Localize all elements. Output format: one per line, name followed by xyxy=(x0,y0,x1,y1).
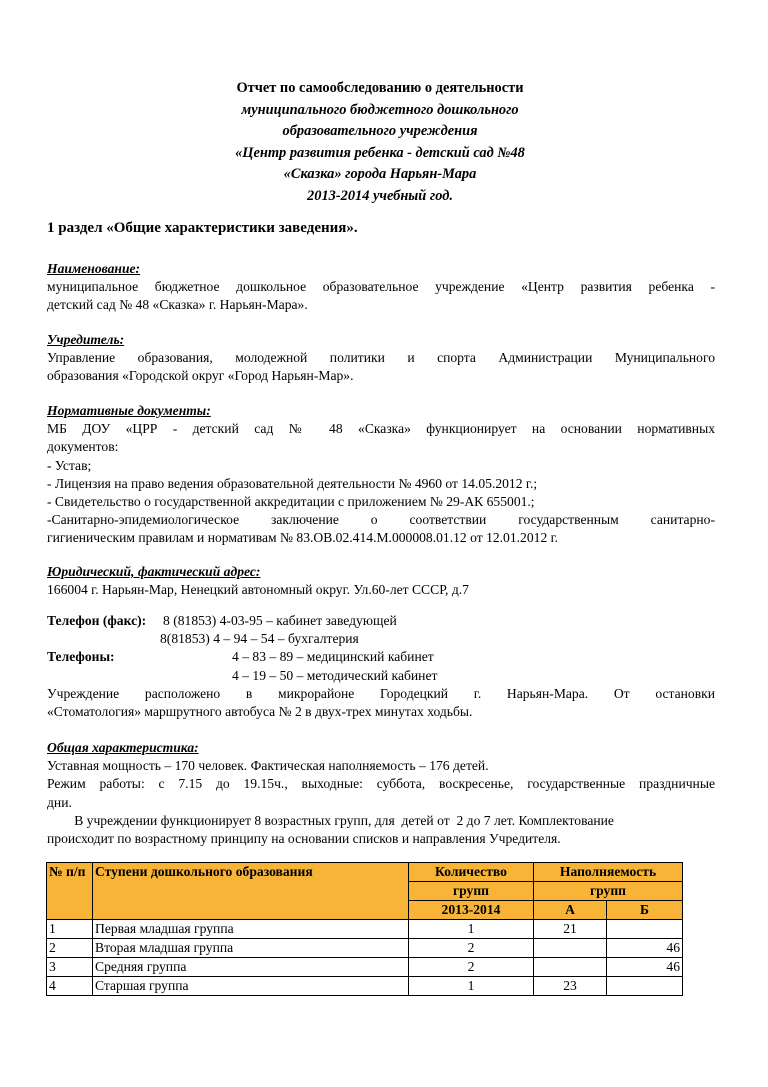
table-header-row xyxy=(47,863,683,882)
row-num: 3 xyxy=(47,958,93,977)
medical-phone: 4 – 83 – 89 – медицинский кабинет xyxy=(232,649,434,665)
header-year: 2013-2014 xyxy=(409,901,534,920)
row-name: Первая младшая группа xyxy=(93,920,409,939)
header-b: Б xyxy=(607,901,683,920)
title-line: «Центр развития ребенка - детский сад №48 xyxy=(235,144,525,161)
name-line: муниципальное бюджетное дошкольное образовательное учреждение «Центр развития ребенка - xyxy=(47,279,715,295)
row-name: Средняя группа xyxy=(93,958,409,977)
location-line: «Стоматология» маршрутного автобуса № 2 в двух-трех минутах ходьбы. xyxy=(47,704,473,720)
row-count: 1 xyxy=(409,977,534,996)
founder-heading: Учредитель: xyxy=(47,332,125,347)
location-line: Учреждение расположено в микрорайоне Городецкий г. Нарьян-Мара. От остановки xyxy=(47,686,715,701)
general-line: происходит по возрастному принципу на основании списков и направления Учредителя. xyxy=(47,831,561,847)
header-fill: Наполняемость xyxy=(534,863,683,882)
address-heading: Юридический, фактический адрес: xyxy=(47,564,261,579)
norms-line: МБ ДОУ «ЦРР - детский сад № 48 «Сказка» функционирует на основании нормативных xyxy=(47,421,715,437)
table-row xyxy=(47,920,683,939)
report-title xyxy=(160,78,600,208)
row-b: 46 xyxy=(607,958,683,977)
phones-block xyxy=(47,612,727,685)
row-name: Вторая младшая группа xyxy=(93,939,409,958)
header-count-sub: групп xyxy=(409,882,534,901)
row-a: 23 xyxy=(534,977,607,996)
methodical-phone: 4 – 19 – 50 – методический кабинет xyxy=(232,667,438,683)
row-count: 1 xyxy=(409,920,534,939)
header-num: № п/п xyxy=(47,863,93,920)
row-b: 46 xyxy=(607,939,683,958)
general-heading: Общая характеристика: xyxy=(47,740,199,755)
fax-value: 8 (81853) 4-03-95 – кабинет заведующей xyxy=(163,613,397,628)
row-count: 2 xyxy=(409,939,534,958)
general-block xyxy=(47,739,715,848)
norms-line: документов: xyxy=(47,439,119,455)
general-line: дни. xyxy=(47,794,72,810)
address-line: 166004 г. Нарьян-Мар, Ненецкий автономный округ. Ул.60-лет СССР, д.7 xyxy=(47,582,469,598)
norms-line: - Свидетельство о государственной аккредитации с приложением № 29-АК 655001.; xyxy=(47,494,535,510)
header-fill-sub: групп xyxy=(534,882,683,901)
row-num: 2 xyxy=(47,939,93,958)
section-heading: 1 раздел «Общие характеристики заведения». xyxy=(47,220,358,236)
row-a xyxy=(534,939,607,958)
founder-block xyxy=(47,331,715,386)
norms-line: гигиеническим правилам и нормативам № 83.ОВ.02.414.М.000008.01.12 от 12.01.2012 г. xyxy=(47,530,559,546)
row-num: 1 xyxy=(47,920,93,939)
table-row xyxy=(47,939,683,958)
row-num: 4 xyxy=(47,977,93,996)
header-a: А xyxy=(534,901,607,920)
norms-block xyxy=(47,402,715,548)
title-line: муниципального бюджетного дошкольного xyxy=(241,101,519,118)
row-name: Старшая группа xyxy=(93,977,409,996)
name-line: детский сад № 48 «Сказка» г. Нарьян-Мара». xyxy=(47,297,308,313)
groups-table xyxy=(46,862,683,996)
name-block xyxy=(47,260,715,315)
general-line: Режим работы: с 7.15 до 19.15ч., выходные: суббота, воскресенье, государственные праздничные xyxy=(47,776,715,792)
header-count: Количество xyxy=(409,863,534,882)
title-line: «Сказка» города Нарьян-Мара xyxy=(283,166,477,183)
general-line: В учреждении функционирует 8 возрастных групп, для детей от 2 до 7 лет. Комплектование xyxy=(47,812,614,828)
founder-line: Управление образования, молодежной политики и спорта Администрации Муниципального xyxy=(47,350,715,366)
title-line: Отчет по самообследованию о деятельности xyxy=(236,80,524,96)
phones-label: Телефоны: xyxy=(47,649,115,665)
row-a: 21 xyxy=(534,920,607,939)
row-count: 2 xyxy=(409,958,534,977)
location-block xyxy=(47,685,715,721)
norms-line: -Санитарно-эпидемиологическое заключение о соответствии государственным санитарно- xyxy=(47,512,715,528)
norms-line: - Устав; xyxy=(47,457,92,473)
header-level: Ступени дошкольного образования xyxy=(93,863,409,920)
row-a xyxy=(534,958,607,977)
row-b xyxy=(607,977,683,996)
title-line: 2013-2014 учебный год. xyxy=(307,187,453,204)
accounting-phone: 8(81853) 4 – 94 – 54 – бухгалтерия xyxy=(160,631,359,647)
norms-heading: Нормативные документы: xyxy=(47,403,211,418)
row-b xyxy=(607,920,683,939)
founder-line: образования «Городской округ «Город Нарьян-Мар». xyxy=(47,368,354,384)
fax-label: Телефон (факс): xyxy=(47,613,147,628)
general-line: Уставная мощность – 170 человек. Фактическая наполняемость – 176 детей. xyxy=(47,758,489,774)
name-heading: Наименование: xyxy=(47,261,141,276)
table-row xyxy=(47,958,683,977)
title-line: образовательного учреждения xyxy=(282,123,478,140)
table-row xyxy=(47,977,683,996)
norms-line: - Лицензия на право ведения образовательной деятельности № 4960 от 14.05.2012 г.; xyxy=(47,475,538,491)
address-block xyxy=(47,563,715,599)
